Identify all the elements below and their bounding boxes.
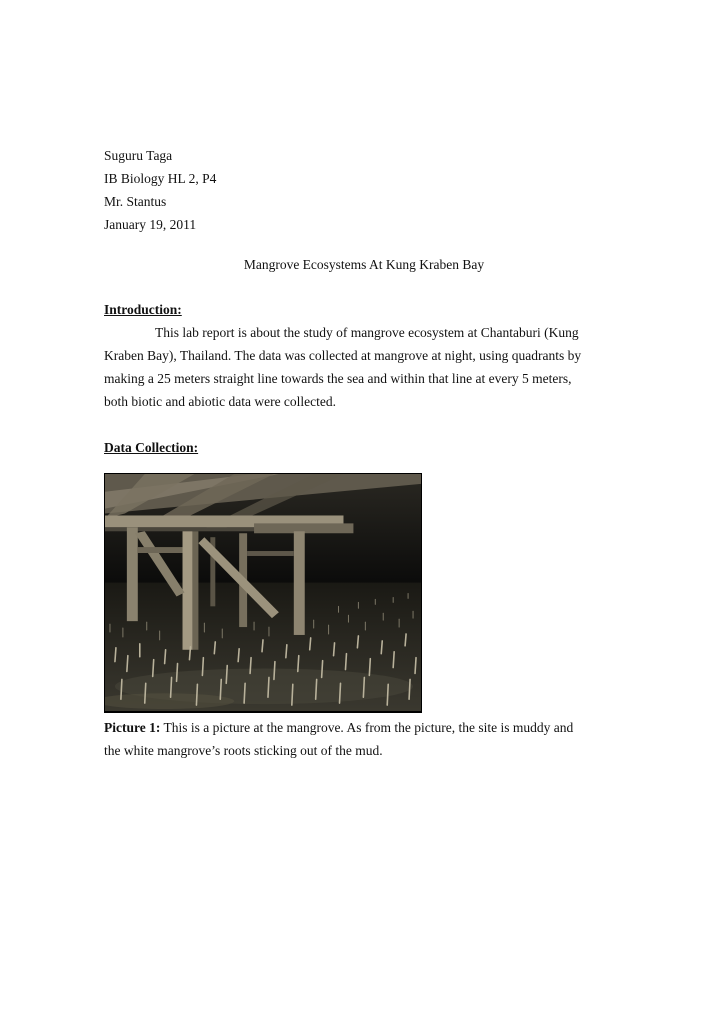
- mangrove-photo-illustration: [105, 474, 421, 711]
- course-name: IB Biology HL 2, P4: [104, 171, 217, 186]
- author-name: Suguru Taga: [104, 148, 173, 163]
- figure-caption-line-2: the white mangrove’s roots sticking out of the mud.: [104, 743, 383, 758]
- figure-caption-label: Picture 1:: [104, 720, 161, 735]
- teacher-name: Mr. Stantus: [104, 194, 167, 209]
- introduction-heading: Introduction:: [104, 302, 182, 317]
- report-title: Mangrove Ecosystems At Kung Kraben Bay: [243, 257, 485, 272]
- figure-caption-line-1: [104, 718, 644, 738]
- introduction-line-4: both biotic and abiotic data were collected.: [104, 394, 337, 409]
- introduction-line-2: Kraben Bay), Thailand. The data was collected at mangrove at night, using quadrants by: [104, 348, 582, 363]
- mangrove-photo: [104, 473, 422, 713]
- introduction-line-3: making a 25 meters straight line towards the sea and within that line at every 5 meters,: [104, 371, 572, 386]
- data-collection-heading: Data Collection:: [104, 440, 199, 455]
- figure-caption-text: This is a picture at the mangrove. As from the picture, the site is muddy and: [160, 720, 574, 735]
- introduction-line-1: This lab report is about the study of mangrove ecosystem at Chantaburi (Kung: [155, 325, 579, 340]
- report-date: January 19, 2011: [104, 217, 197, 232]
